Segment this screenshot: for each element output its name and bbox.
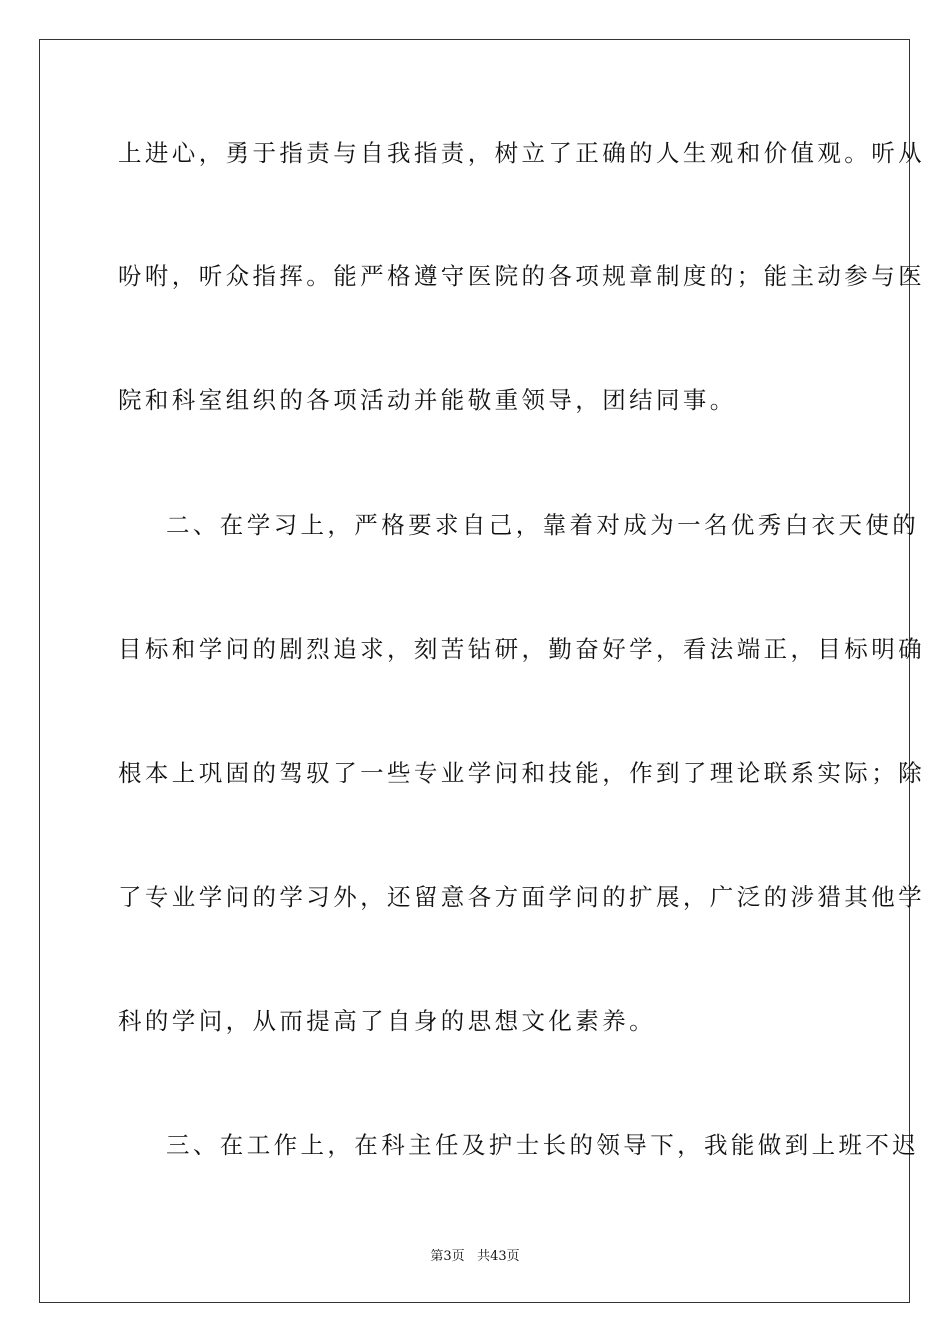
page-border — [39, 39, 925, 1303]
page-number: 第3页 — [430, 1249, 465, 1264]
paragraph-line-4: 二、在学习上，严格要求自己，靠着对成为一名优秀白衣天使的 — [166, 511, 920, 539]
paragraph-line-5: 目标和学问的剧烈追求，刻苦钻研，勤奋好学，看法端正，目标明确 — [118, 635, 925, 663]
page-footer — [0, 1248, 950, 1266]
paragraph-line-3: 院和科室组织的各项活动并能敬重领导，团结同事。 — [118, 386, 737, 414]
paragraph-line-6: 根本上巩固的驾驭了一些专业学问和技能，作到了理论联系实际；除 — [118, 759, 925, 787]
total-pages: 共43页 — [477, 1249, 520, 1264]
paragraph-line-2: 吩咐，听众指挥。能严格遵守医院的各项规章制度的；能主动参与医 — [118, 262, 925, 290]
paragraph-line-1: 上进心，勇于指责与自我指责，树立了正确的人生观和价值观。听从 — [118, 139, 925, 167]
paragraph-line-7: 了专业学问的学习外，还留意各方面学问的扩展，广泛的涉猎其他学 — [118, 883, 925, 911]
paragraph-line-8: 科的学问，从而提高了自身的思想文化素养。 — [118, 1007, 656, 1035]
paragraph-line-9: 三、在工作上，在科主任及护士长的领导下，我能做到上班不迟 — [166, 1131, 920, 1159]
